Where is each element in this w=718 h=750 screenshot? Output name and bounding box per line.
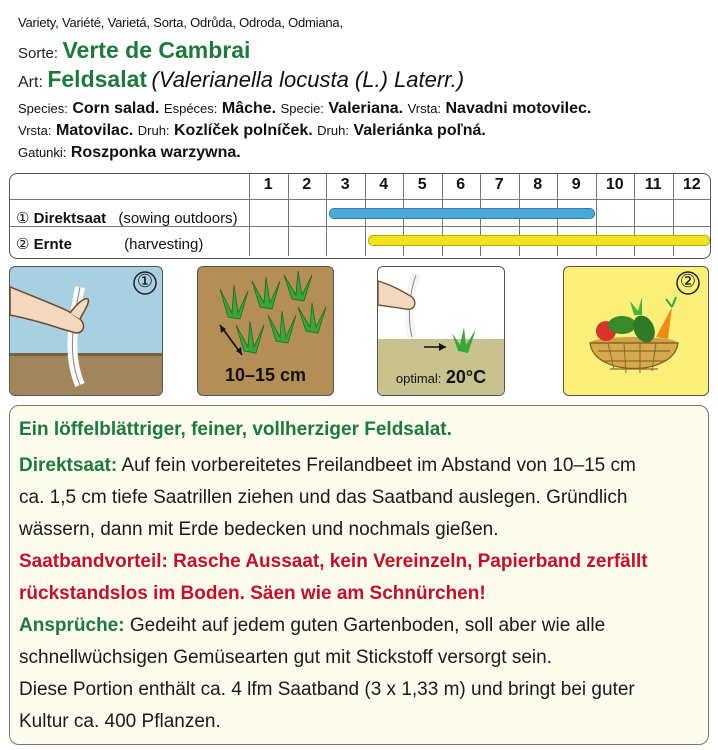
- species-value: Roszponka warzywna.: [70, 144, 241, 161]
- direktsaat-label: Direktsaat:: [19, 455, 118, 476]
- art-row: [18, 66, 464, 93]
- species-value: Mâche.: [221, 100, 277, 117]
- month-number: 3: [340, 176, 350, 193]
- sorte-value: Verte de Cambrai: [62, 37, 251, 63]
- month-number: 6: [456, 176, 466, 193]
- portion-line-2: Kultur ca. 400 Pflanzen.: [19, 711, 221, 732]
- month-number: 1: [263, 176, 273, 193]
- ansprueche-text: Gedeiht auf jedem guten Gartenboden, soll aber wie alle: [124, 615, 606, 636]
- saatbandvorteil-line-1: Saatbandvorteil: Rasche Aussaat, kein Vereinzeln, Papierband zerfällt: [19, 551, 648, 572]
- sowing-translation: (sowing outdoors): [118, 210, 238, 227]
- calendar-row-divider: [10, 199, 710, 200]
- sowing-name: Direktsaat: [33, 210, 107, 227]
- species-line-1: [18, 100, 591, 118]
- sowing-period-bar: [329, 208, 595, 219]
- month-number: 12: [682, 176, 701, 193]
- month-number: 9: [571, 176, 581, 193]
- species-value: Matovilac.: [55, 122, 134, 139]
- ansprueche-line-1: [19, 610, 605, 642]
- species-value: Navadni motovilec.: [445, 100, 592, 117]
- direktsaat-line-1: [19, 450, 636, 482]
- species-label: Druh:: [137, 123, 170, 138]
- saatbandvorteil-line-2: rückstandslos im Boden. Säen wie am Schnürchen!: [19, 583, 486, 604]
- variety-line: Variety, Variété, Varietá, Sorta, Odrůda, Odroda, Odmiana,: [18, 15, 343, 30]
- portion-line-1: Diese Portion enthält ca. 4 lfm Saatband (3 x 1,33 m) und bringt bei guter: [19, 679, 635, 700]
- art-label: Art:: [18, 74, 43, 91]
- step2-symbol: ②: [679, 271, 697, 291]
- ansprueche-line-2: schnellwüchsigen Gemüsearten gut mit Stickstoff versorgt sein.: [19, 647, 552, 668]
- species-value: Valeriana.: [328, 100, 404, 117]
- species-label: Specie:: [280, 101, 324, 116]
- month-number: 4: [379, 176, 389, 193]
- art-value: Feldsalat: [47, 66, 148, 92]
- species-value: Valeriánka poľná.: [353, 122, 486, 139]
- spacing-picture: [197, 266, 334, 396]
- harvest-basket-picture: [563, 266, 709, 396]
- step1-symbol: ①: [136, 271, 154, 291]
- species-label: Espéces:: [163, 101, 218, 116]
- spacing-label: 10–15 cm: [224, 365, 307, 385]
- calendar-row-harvest: [16, 235, 203, 253]
- headline: Ein löffelblättriger, feiner, vollherziger Feldsalat.: [19, 419, 452, 440]
- temperature-prefix: optimal:: [395, 371, 442, 386]
- species-value: Corn salad.: [72, 100, 160, 117]
- calendar-row-sowing: [16, 209, 238, 227]
- month-number: 5: [417, 176, 427, 193]
- month-number: 10: [605, 176, 624, 193]
- harvest-symbol: ②: [16, 236, 30, 253]
- temperature-picture: [377, 266, 505, 396]
- sowing-hand-picture: [9, 266, 163, 396]
- direktsaat-text: Auf fein vorbereitetes Freilandbeet im Abstand von 10–15 cm: [117, 455, 636, 476]
- month-number: 2: [302, 176, 312, 193]
- ansprueche-label: Ansprüche:: [19, 615, 125, 636]
- sowing-calendar: [9, 173, 711, 259]
- month-number: 11: [644, 176, 662, 193]
- species-label: Vrsta:: [407, 101, 442, 116]
- info-box: [9, 405, 709, 745]
- harvest-period-bar: [368, 235, 711, 246]
- species-line-2: [18, 122, 486, 140]
- sorte-row: [18, 37, 250, 64]
- temperature-label: [378, 367, 504, 388]
- sowing-symbol: ①: [16, 210, 30, 227]
- month-number: 8: [533, 176, 543, 193]
- month-number: 7: [494, 176, 504, 193]
- temperature-value: 20°C: [445, 367, 487, 387]
- sorte-label: Sorte:: [18, 45, 59, 62]
- species-label: Species:: [18, 101, 68, 116]
- species-line-3: [18, 144, 241, 162]
- harvest-name: Ernte: [33, 236, 72, 253]
- species-label: Druh:: [317, 123, 349, 138]
- species-label: Vrsta:: [18, 123, 52, 138]
- direktsaat-line-2: ca. 1,5 cm tiefe Saatrillen ziehen und das Saatband auslegen. Gründlich: [19, 487, 628, 508]
- species-value: Kozlíček polníček.: [174, 122, 313, 139]
- harvest-translation: (harvesting): [124, 236, 204, 253]
- direktsaat-line-3: wässern, dann mit Erde bedecken und nochmals gießen.: [19, 519, 499, 540]
- species-label: Gatunki:: [18, 145, 67, 160]
- art-latin: (Valerianella locusta (L.) Laterr.): [151, 67, 465, 92]
